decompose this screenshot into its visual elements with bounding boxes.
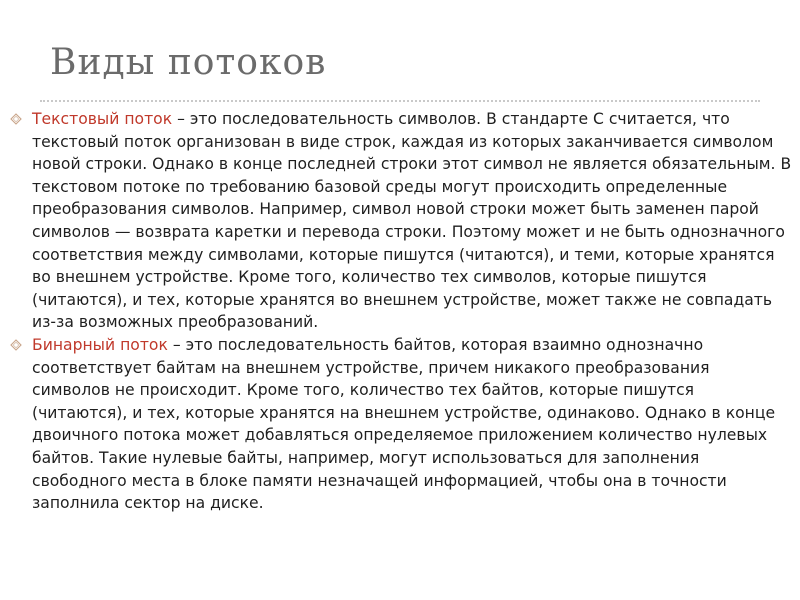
list-item-binary-stream <box>10 334 792 515</box>
slide-title: Виды потоков <box>50 42 327 83</box>
title-divider <box>40 100 760 102</box>
term-binary-stream: Бинарный поток <box>32 335 168 354</box>
term-text-stream: Текстовый поток <box>32 110 173 128</box>
definition-binary-stream: – это последовательность байтов, которая взаимно однозначно соответствует байтам на внешнем устройстве, причем никакого преобразования символов не происходит. Кроме того, количество тех байтов, которые пишутся (читаются), и тех, которые хранятся на внешнем устройстве, одинаково. Однако в конце двоичного потока может добавляться определяемое приложением количество нулевых байтов. Такие нулевые байты, например, могут использоваться для заполнения свободного места в блоке памяти незначащей информацией, чтобы она в точности заполнила сектор на диске. <box>32 335 776 513</box>
list-item-text-stream <box>10 108 792 334</box>
hollow-diamond-bullet-icon <box>10 339 22 351</box>
slide-content <box>10 108 792 515</box>
definition-text-stream: – это последовательность символов. В стандарте C считается, что текстовый поток организован в виде строк, каждая из которых заканчивается символом новой строки. Однако в конце последней строки этот символ не является обязательным. В текстовом потоке по требованию базовой среды могут происходить определенные преобразования символов. Например, символ новой строки может быть заменен парой символов — возврата каретки и перевода строки. Поэтому может и не быть однозначного соответствия между символами, которые пишутся (читаются), и теми, которые хранятся во внешнем устройстве. Кроме того, количество тех символов, которые пишутся (читаются), и тех, которые хранятся во внешнем устройстве, может также не совпадать из-за возможных преобразований. <box>32 110 792 332</box>
hollow-diamond-bullet-icon <box>10 113 22 125</box>
